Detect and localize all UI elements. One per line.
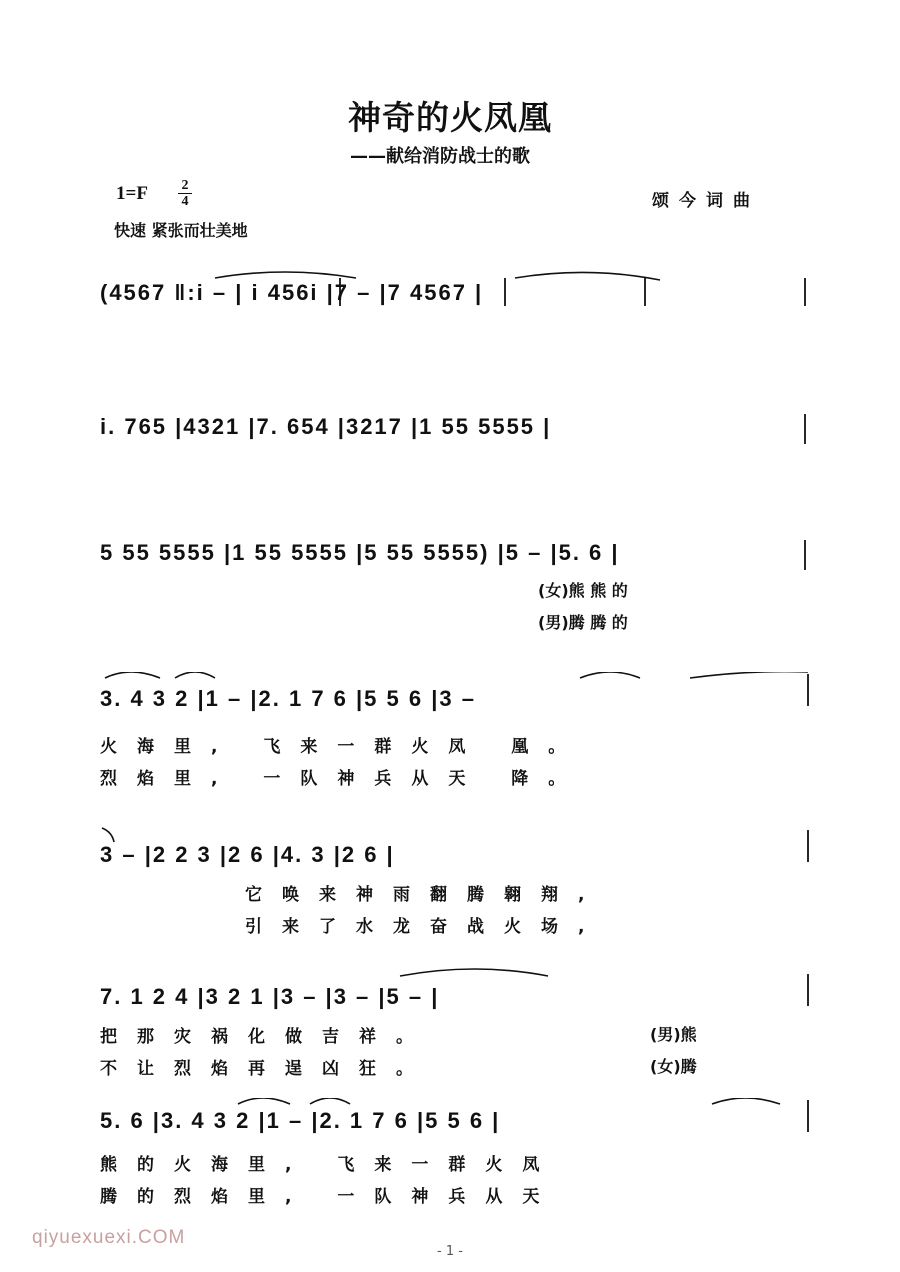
- system-6-lyric-1b: (男)熊: [650, 1025, 697, 1044]
- system-3-lyric-2: (男)腾 腾 的: [538, 613, 628, 632]
- system-1-notes: (4567 ‖:i – | i 456i |7 – |7 4567 |: [100, 280, 484, 305]
- system-2-notes: i. 765 |4321 |7. 654 |3217 |1 55 5555 |: [100, 414, 552, 439]
- time-signature-bottom: 4: [181, 194, 189, 209]
- score-system-2: [0, 410, 900, 450]
- system-7-lyric-2: 腾的烈焰里, 一队神兵从天: [100, 1187, 560, 1207]
- system-3-lyric-1: (女)熊 熊 的: [538, 581, 628, 600]
- system-7-notes: 5. 6 |3. 4 3 2 |1 – |2. 1 7 6 |5 5 6 |: [100, 1108, 501, 1133]
- system-5-lyric-2: 引来了水龙奋战火场,: [245, 917, 605, 937]
- system-4-notes: 3. 4 3 2 |1 – |2. 1 7 6 |5 5 6 |3 –: [100, 686, 476, 711]
- system-5-lyric-1: 它唤来神雨翻腾翱翔,: [245, 885, 605, 905]
- system-6-lyric-1: 把那灾祸化做吉祥。: [100, 1027, 433, 1047]
- site-watermark: qiyuexuexi.COM: [32, 1227, 186, 1248]
- song-subtitle: ——献给消防战士的歌: [350, 146, 530, 167]
- score-system-3: [0, 538, 900, 578]
- time-signature-top: 2: [181, 178, 189, 193]
- system-4-lyric-2: 烈焰里, 一队神兵从天 降。: [100, 769, 586, 789]
- key-signature: 1=F: [116, 183, 148, 204]
- system-4-lyric-1: 火海里, 飞来一群火凤 凰。: [100, 737, 586, 757]
- system-6-lyric-2b: (女)腾: [650, 1057, 697, 1076]
- score-system-5: [0, 826, 900, 866]
- time-signature: [178, 178, 192, 209]
- tempo-marking: 快速 紧张而壮美地: [114, 221, 248, 240]
- page-number: - 1 -: [437, 1244, 463, 1259]
- system-7-lyric-1: 熊的火海里, 飞来一群火凤: [100, 1155, 560, 1175]
- composer-credit: 颂今词曲: [652, 191, 760, 211]
- score-system-7: [0, 1098, 900, 1138]
- system-5-notes: 3 – |2 2 3 |2 6 |4. 3 |2 6 |: [100, 842, 395, 867]
- system-3-notes: 5 55 5555 |1 55 5555 |5 55 5555) |5 – |5. 6 |: [100, 540, 620, 565]
- score-system-1: [0, 270, 900, 310]
- score-system-4: [0, 672, 900, 712]
- system-6-notes: 7. 1 2 4 |3 2 1 |3 – |3 – |5 – |: [100, 984, 440, 1009]
- score-system-6: [0, 968, 900, 1008]
- system-6-lyric-2: 不让烈焰再逞凶狂。: [100, 1059, 433, 1079]
- song-title: 神奇的火凤凰: [348, 98, 552, 137]
